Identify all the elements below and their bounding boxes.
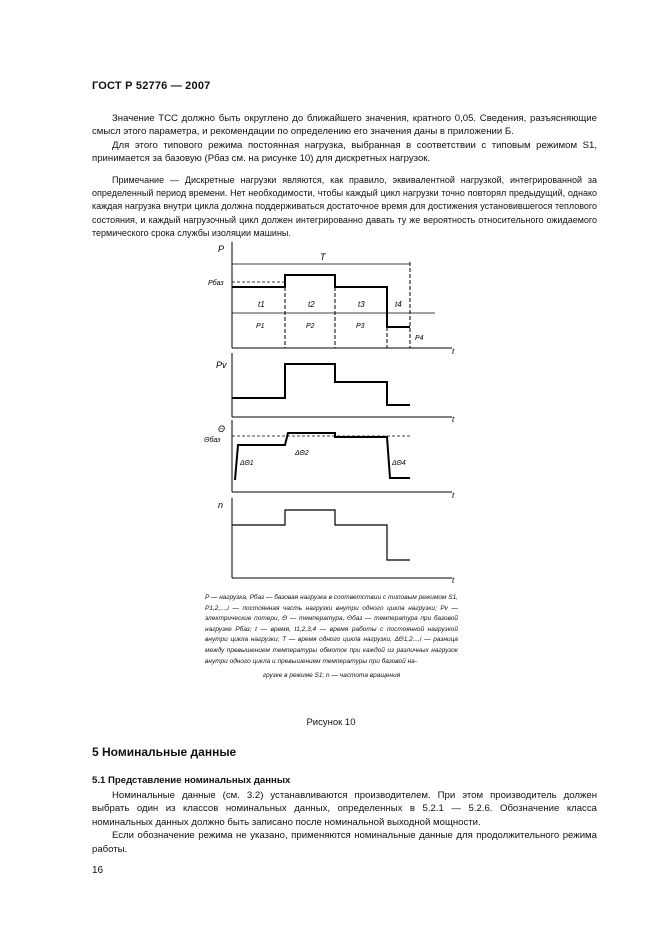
- label-t1: t1: [258, 300, 265, 309]
- label-Theta-base: Θбаз: [204, 437, 221, 444]
- losses-profile-line: [232, 364, 410, 405]
- intro-text: [92, 112, 597, 241]
- paragraph-mode-default: Если обозначение режима не указано, применяются номинальные данные для продолжительного режима работы.: [92, 830, 597, 855]
- figure-legend: [205, 593, 458, 682]
- figure-legend-text: P — нагрузка, Pбаз — базовая нагрузка в соответствии с типовым режимом S1, P1,2,...,i — постоянная часть нагрузки внутри одного цикла нагрузки; Pv — электрические потери, Θ — температура, Θбаз — температура при базовой нагрузке Pбаз; t — время, t1,2,3,4 — время работы с постоянной нагрузкой внутри цикла нагрузки; T — время одного цикла нагрузки, ΔΘ1,2...,i — разница между превышением температуры обмоток при каждой из различных нагрузок внутри одного цикла и превышением температуры при базовой на-: [205, 594, 458, 665]
- document-header: ГОСТ Р 52776 — 2007: [92, 80, 211, 92]
- figure-load-diagram: [190, 240, 480, 585]
- label-P3: P3: [356, 323, 365, 330]
- figure-caption: Рисунок 10: [306, 717, 356, 728]
- speed-profile-line: [232, 510, 410, 560]
- label-P2: P2: [306, 323, 315, 330]
- label-t3: t3: [358, 300, 365, 309]
- label-P-base: Pбаз: [208, 280, 224, 287]
- paragraph-rated-data: Номинальные данные (см. 3.2) устанавливаются производителем. При этом производитель должен выбрать один из классов номинальных данных, определенных в 5.2.1 — 5.2.6. Обозначение класса номинальных данных должно быть записано после номинальной выходной мощности.: [92, 790, 597, 828]
- paragraph-tss: Значение ТСС должно быть округлено до ближайшего значения, кратного 0,05. Сведения, разъясняющие смысл этого параметра, и рекомендации по определению его значения даны в приложении Б.: [92, 113, 597, 138]
- section-title: 5 Номинальные данные: [92, 745, 237, 759]
- label-dTheta2: ΔΘ2: [295, 450, 309, 457]
- figure-legend-last-line: грузке в режиме S1; n — частота вращения: [262, 672, 401, 680]
- note-paragraph: Примечание — Дискретные нагрузки являются, как правило, эквивалентной нагрузкой, интегрированной за определенный период времени. Нет необходимости, чтобы каждый цикл нагрузки точно повторял предыдущий, однако каждая нагрузка внутри цикла должна поддерживаться достаточное время для достижения установившегося теплового состояния, и каждый нагрузочный цикл должен интегрированно давать ту же вероятность относительного ожидаемого термического срока службы изоляции машины.: [92, 174, 597, 239]
- label-Pv: Pv: [216, 360, 227, 370]
- label-P1: P1: [256, 323, 265, 330]
- section-text: [92, 789, 597, 856]
- temperature-profile-line: [235, 433, 410, 480]
- label-P4: P4: [415, 335, 424, 342]
- subsection-title: 5.1 Представление номинальных данных: [92, 775, 291, 786]
- paragraph-base-load: Для этого типового режима постоянная нагрузка, выбранная в соответствии с типовым режимом S1, принимается за базовую (Pбаз см. на рисунке 10) для дискретных нагрузок.: [92, 139, 597, 165]
- label-T: T: [320, 252, 326, 262]
- label-t-axis-4: t: [452, 576, 455, 585]
- label-t-axis-3: t: [452, 491, 455, 500]
- label-dTheta4: ΔΘ4: [392, 460, 406, 467]
- page-number: 16: [92, 865, 104, 876]
- label-t2: t2: [308, 300, 315, 309]
- label-t-axis-1: t: [452, 347, 455, 356]
- label-P: P: [218, 244, 225, 254]
- label-dTheta1: ΔΘ1: [240, 460, 254, 467]
- label-t4: t4: [395, 300, 402, 309]
- label-n: n: [218, 500, 224, 510]
- label-Theta: Θ: [218, 424, 226, 434]
- label-t-axis-2: t: [452, 415, 455, 424]
